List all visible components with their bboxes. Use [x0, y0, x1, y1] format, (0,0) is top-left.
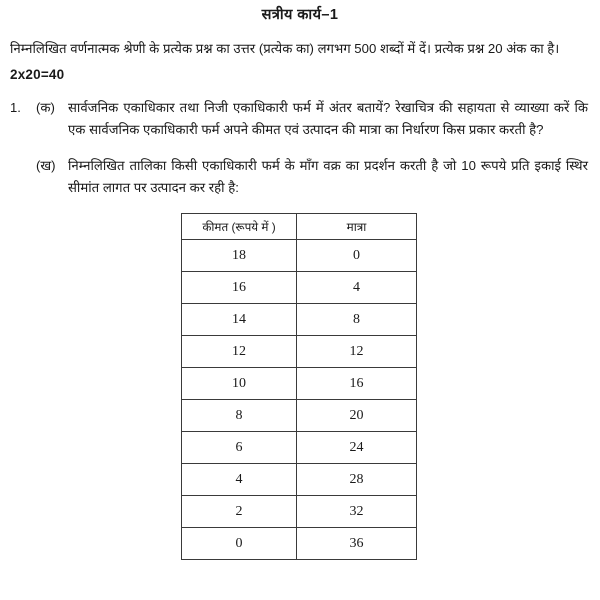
intro-instructions: निम्नलिखित वर्णनात्मक श्रेणी के प्रत्येक प्रश्न का उत्तर (प्रत्येक का) लगभग 500 शब्दों में दें। प्रत्येक प्रश्न 20 अंक का है।: [10, 41, 560, 56]
cell-price: 14: [182, 304, 297, 336]
question-part-label-b: (ख): [36, 158, 56, 173]
cell-quantity: 16: [297, 368, 417, 400]
cell-price: 8: [182, 400, 297, 432]
cell-price: 12: [182, 336, 297, 368]
cell-price: 18: [182, 240, 297, 272]
question-part-a-text: सार्वजनिक एकाधिकार तथा निजी एकाधिकारी फर्म में अंतर बतायें? रेखाचित्र की सहायता से व्याख्या करें कि एक सार्वजनिक एकाधिकारी फर्म अपने कीमत एवं उत्पादन की मात्रा का निर्धारण किस प्रकार करती है?: [68, 100, 588, 137]
table-row: [182, 336, 417, 368]
question-number: 1.: [10, 100, 21, 115]
cell-price: 4: [182, 464, 297, 496]
demand-schedule-table: [181, 213, 417, 560]
table-row: [182, 464, 417, 496]
cell-quantity: 12: [297, 336, 417, 368]
page-title: सत्रीय कार्य–1: [261, 7, 339, 23]
cell-price: 10: [182, 368, 297, 400]
total-marks-label: 2x20=40: [10, 67, 65, 82]
cell-quantity: 36: [297, 528, 417, 560]
column-header-price: कीमत (रूपये में ): [182, 214, 297, 240]
question-1-part-b: [0, 155, 600, 198]
cell-price: 2: [182, 496, 297, 528]
table-row: [182, 496, 417, 528]
table-row: [182, 304, 417, 336]
cell-quantity: 0: [297, 240, 417, 272]
cell-price: 0: [182, 528, 297, 560]
table-body: [182, 240, 417, 560]
cell-quantity: 28: [297, 464, 417, 496]
question-part-b-text: निम्नलिखित तालिका किसी एकाधिकारी फर्म के माँग वक्र का प्रदर्शन करती है जो 10 रूपये प्रति इकाई स्थिर सीमांत लागत पर उत्पादन कर रही है:: [68, 158, 588, 195]
table-row: [182, 272, 417, 304]
cell-quantity: 8: [297, 304, 417, 336]
cell-quantity: 4: [297, 272, 417, 304]
table-row: [182, 400, 417, 432]
table-row: [182, 528, 417, 560]
question-part-label-a: (क): [36, 100, 55, 115]
question-1-part-a: [0, 97, 600, 140]
table-row: [182, 240, 417, 272]
cell-price: 6: [182, 432, 297, 464]
cell-quantity: 32: [297, 496, 417, 528]
demand-table-container: [0, 213, 600, 560]
table-header-row: [182, 214, 417, 240]
cell-quantity: 24: [297, 432, 417, 464]
table-row: [182, 368, 417, 400]
cell-price: 16: [182, 272, 297, 304]
column-header-quantity: मात्रा: [297, 214, 417, 240]
cell-quantity: 20: [297, 400, 417, 432]
table-row: [182, 432, 417, 464]
